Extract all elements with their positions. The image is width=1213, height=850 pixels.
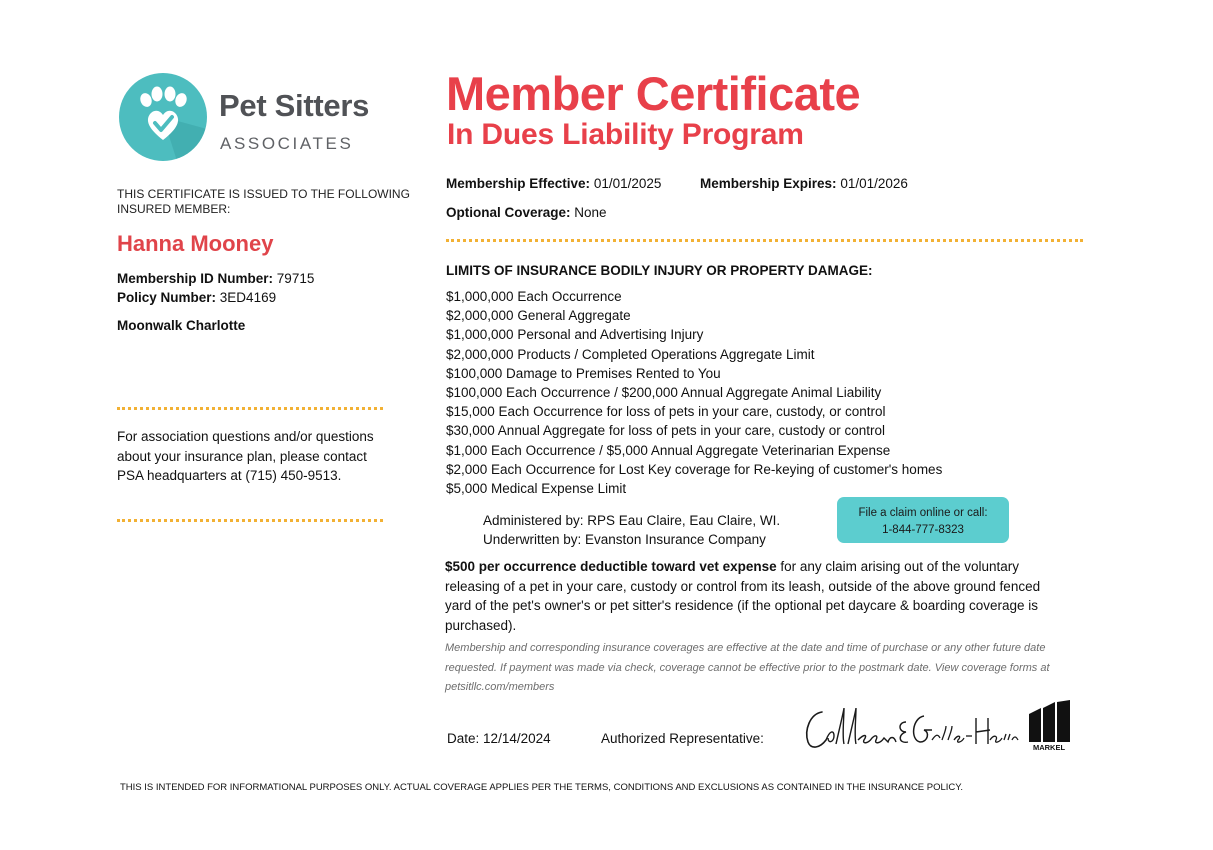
paw-heart-icon — [119, 73, 207, 161]
list-item: $5,000 Medical Expense Limit — [446, 481, 627, 497]
membership-expires — [700, 176, 908, 191]
policy-number — [117, 290, 276, 305]
list-item: $1,000,000 Each Occurrence — [446, 289, 622, 304]
date-label: Date: — [447, 731, 480, 746]
membership-effective-label: Membership Effective: — [446, 176, 591, 191]
markel-icon — [1027, 700, 1073, 752]
logo-brand: Pet Sitters — [219, 88, 370, 123]
list-item: $15,000 Each Occurrence for loss of pets in your care, custody, or control — [446, 404, 886, 420]
divider-right — [446, 239, 1083, 242]
authorized-representative-label: Authorized Representative: — [601, 731, 764, 746]
list-item: $1,000,000 Personal and Advertising Injury — [446, 327, 704, 343]
list-item: $100,000 Each Occurrence / $200,000 Annual Aggregate Animal Liability — [446, 385, 882, 401]
signature-icon — [800, 700, 1020, 761]
claim-phone[interactable]: 1-844-777-8323 — [882, 524, 964, 536]
markel-wordmark: MARKEL — [1032, 743, 1066, 752]
divider-left-top — [117, 407, 383, 410]
list-item: $2,000,000 General Aggregate — [446, 308, 631, 324]
issued-to-label: THIS CERTIFICATE IS ISSUED TO THE FOLLOWING INSURED MEMBER: — [117, 187, 410, 216]
markel-logo — [1027, 700, 1073, 757]
optional-coverage — [446, 205, 607, 220]
date-value: 12/14/2024 — [483, 731, 551, 746]
logo-subtitle: ASSOCIATES — [220, 134, 354, 153]
policy-number-label: Policy Number: — [117, 290, 217, 305]
claim-label: File a claim online or call: — [858, 507, 988, 519]
administered-by: Administered by: RPS Eau Claire, Eau Claire, WI. — [483, 513, 781, 528]
list-item: $2,000 Each Occurrence for Lost Key coverage for Re-keying of customer's homes — [446, 461, 943, 477]
member-name: Hanna Mooney — [117, 231, 274, 256]
business-name: Moonwalk Charlotte — [117, 318, 246, 333]
membership-expires-value: 01/01/2026 — [840, 176, 908, 191]
claim-box[interactable] — [837, 497, 1009, 543]
list-item: $30,000 Annual Aggregate for loss of pets in your care, custody or control — [446, 423, 886, 439]
membership-expires-label: Membership Expires: — [700, 176, 837, 191]
footer-disclaimer: THIS IS INTENDED FOR INFORMATIONAL PURPOSES ONLY. ACTUAL COVERAGE APPLIES PER THE TERMS, CONDITIONS AND EXCLUSIONS AS CONTAINED IN THE INSURANCE POLICY. — [120, 782, 964, 793]
deductible-text — [445, 557, 1045, 635]
membership-id-value: 79715 — [276, 271, 315, 286]
limits-list — [446, 287, 942, 498]
page-subtitle: In Dues Liability Program — [447, 118, 804, 151]
divider-left-bottom — [117, 519, 383, 522]
optional-coverage-value: None — [574, 205, 607, 220]
underwritten-by: Underwritten by: Evanston Insurance Company — [483, 532, 766, 547]
membership-effective — [446, 176, 661, 191]
contact-info: For association questions and/or questions about your insurance plan, please contact PSA headquarters at (715) 450-9513. — [117, 429, 374, 483]
list-item: $1,000 Each Occurrence / $5,000 Annual Aggregate Veterinarian Expense — [446, 442, 891, 458]
certificate-date — [447, 731, 551, 746]
list-item: $2,000,000 Products / Completed Operations Aggregate Limit — [446, 346, 815, 362]
administrator-info — [483, 511, 780, 549]
membership-id-label: Membership ID Number: — [117, 271, 274, 286]
deductible-rest: for any claim arising out of the voluntary releasing of a pet in your care, custody or control from its leash, outside of the above ground fenced yard of the pet's owner's or pet sitter's residence (if the optional pet daycare & boarding coverage is purchased). — [445, 559, 1041, 633]
membership-id — [117, 271, 314, 286]
disclaimer-text: Membership and corresponding insurance coverages are effective at the date and time of purchase or any other future date requested. If payment was made via check, coverage cannot be effective prior to the postmark date. View coverage forms at petsitllc.com/members — [445, 642, 1050, 693]
membership-effective-value: 01/01/2025 — [593, 176, 662, 191]
deductible-bold: $500 per occurrence deductible toward vet expense — [445, 559, 777, 574]
page-title: Member Certificate — [446, 67, 861, 120]
policy-number-value: 3ED4169 — [219, 290, 277, 305]
limits-heading: LIMITS OF INSURANCE BODILY INJURY OR PROPERTY DAMAGE: — [446, 263, 873, 278]
optional-coverage-label: Optional Coverage: — [446, 205, 571, 220]
list-item: $100,000 Damage to Premises Rented to You — [446, 365, 721, 381]
